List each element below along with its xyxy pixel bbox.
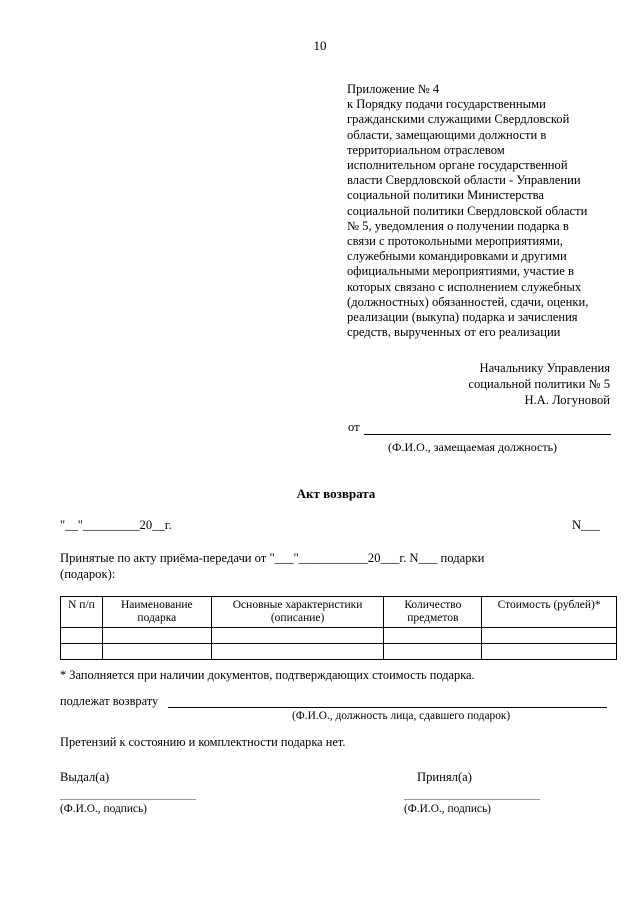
appendix-line: власти Свердловской области - Управлении bbox=[347, 173, 581, 188]
appendix-line: служебными командировками и другими bbox=[347, 249, 567, 264]
signature-caption-right: (Ф.И.О., подпись) bbox=[404, 803, 491, 815]
footnote: * Заполняется при наличии документов, подтверждающих стоимость подарка. bbox=[60, 668, 475, 682]
table-cell[interactable] bbox=[211, 628, 384, 644]
act-date-field[interactable]: "__"_________20__г. bbox=[60, 518, 172, 532]
return-caption: (Ф.И.О., должность лица, сдавшего подарок) bbox=[292, 710, 511, 722]
from-caption: (Ф.И.О., замещаемая должность) bbox=[388, 440, 558, 454]
appendix-line: которых связано с исполнением служебных bbox=[347, 279, 582, 294]
appendix-header bbox=[347, 82, 615, 340]
table-cell[interactable] bbox=[482, 628, 617, 644]
claims-statement: Претензий к состоянию и комплектности подарка нет. bbox=[60, 735, 346, 749]
table-cell[interactable] bbox=[61, 644, 103, 660]
column-header: Основные характеристики (описание) bbox=[211, 597, 384, 628]
addressee-line: социальной политики № 5 bbox=[468, 377, 610, 391]
appendix-line: средств, вырученных от его реализации bbox=[347, 325, 561, 340]
signature-line-right[interactable] bbox=[404, 799, 540, 800]
column-header: Наименование подарка bbox=[102, 597, 211, 628]
signature-line-left[interactable] bbox=[60, 799, 196, 800]
document-title: Акт возврата bbox=[296, 486, 376, 501]
act-number-field[interactable]: N___ bbox=[572, 518, 600, 532]
table-row bbox=[61, 628, 617, 644]
signature-caption-left: (Ф.И.О., подпись) bbox=[60, 803, 147, 815]
return-label: подлежат возврату bbox=[60, 694, 159, 708]
return-underline[interactable] bbox=[168, 707, 607, 708]
from-underline bbox=[364, 434, 611, 435]
appendix-line: области, замещающими должности в bbox=[347, 127, 547, 142]
page-number: 10 bbox=[313, 38, 327, 53]
appendix-line: гражданскими служащими Свердловской bbox=[347, 112, 570, 127]
addressee-line: Начальнику Управления bbox=[479, 361, 610, 375]
appendix-line: Приложение № 4 bbox=[347, 82, 440, 96]
table-cell[interactable] bbox=[211, 644, 384, 660]
gifts-table bbox=[60, 596, 617, 660]
accepted-text: Принятые по акту приёма-передачи от "___"___________20___г. N___ подарки (подарок): bbox=[60, 551, 485, 581]
from-field[interactable] bbox=[348, 420, 611, 435]
addressee-line: Н.А. Логуновой bbox=[524, 393, 610, 407]
addressee-block bbox=[468, 360, 610, 408]
appendix-line: социальной политики Министерства bbox=[347, 188, 545, 203]
from-label: от bbox=[348, 420, 360, 434]
column-header: N п/п bbox=[61, 597, 103, 628]
received-label: Принял(а) bbox=[417, 770, 472, 784]
appendix-line: № 5, уведомления о получении подарка в bbox=[347, 218, 569, 233]
column-header: Количество предметов bbox=[384, 597, 482, 628]
appendix-line: исполнительном органе государственной bbox=[347, 158, 568, 173]
appendix-line: официальными мероприятиями, участие в bbox=[347, 264, 574, 279]
table-cell[interactable] bbox=[482, 644, 617, 660]
table-cell[interactable] bbox=[384, 644, 482, 660]
appendix-line: (должностных) обязанностей, сдачи, оценки, bbox=[347, 294, 589, 309]
table-cell[interactable] bbox=[384, 628, 482, 644]
appendix-line: территориальном отраслевом bbox=[347, 142, 505, 157]
table-cell[interactable] bbox=[61, 628, 103, 644]
appendix-line: социальной политики Свердловской области bbox=[347, 203, 588, 218]
table-header-row bbox=[61, 597, 617, 628]
appendix-line: реализации (выкупа) подарка и зачисления bbox=[347, 310, 578, 325]
appendix-line: связи с протокольными мероприятиями, bbox=[347, 234, 563, 249]
table-row bbox=[61, 644, 617, 660]
gave-label: Выдал(а) bbox=[60, 770, 110, 784]
table-cell[interactable] bbox=[102, 628, 211, 644]
table-cell[interactable] bbox=[102, 644, 211, 660]
column-header: Стоимость (рублей)* bbox=[482, 597, 617, 628]
appendix-line: к Порядку подачи государственными bbox=[347, 97, 546, 112]
